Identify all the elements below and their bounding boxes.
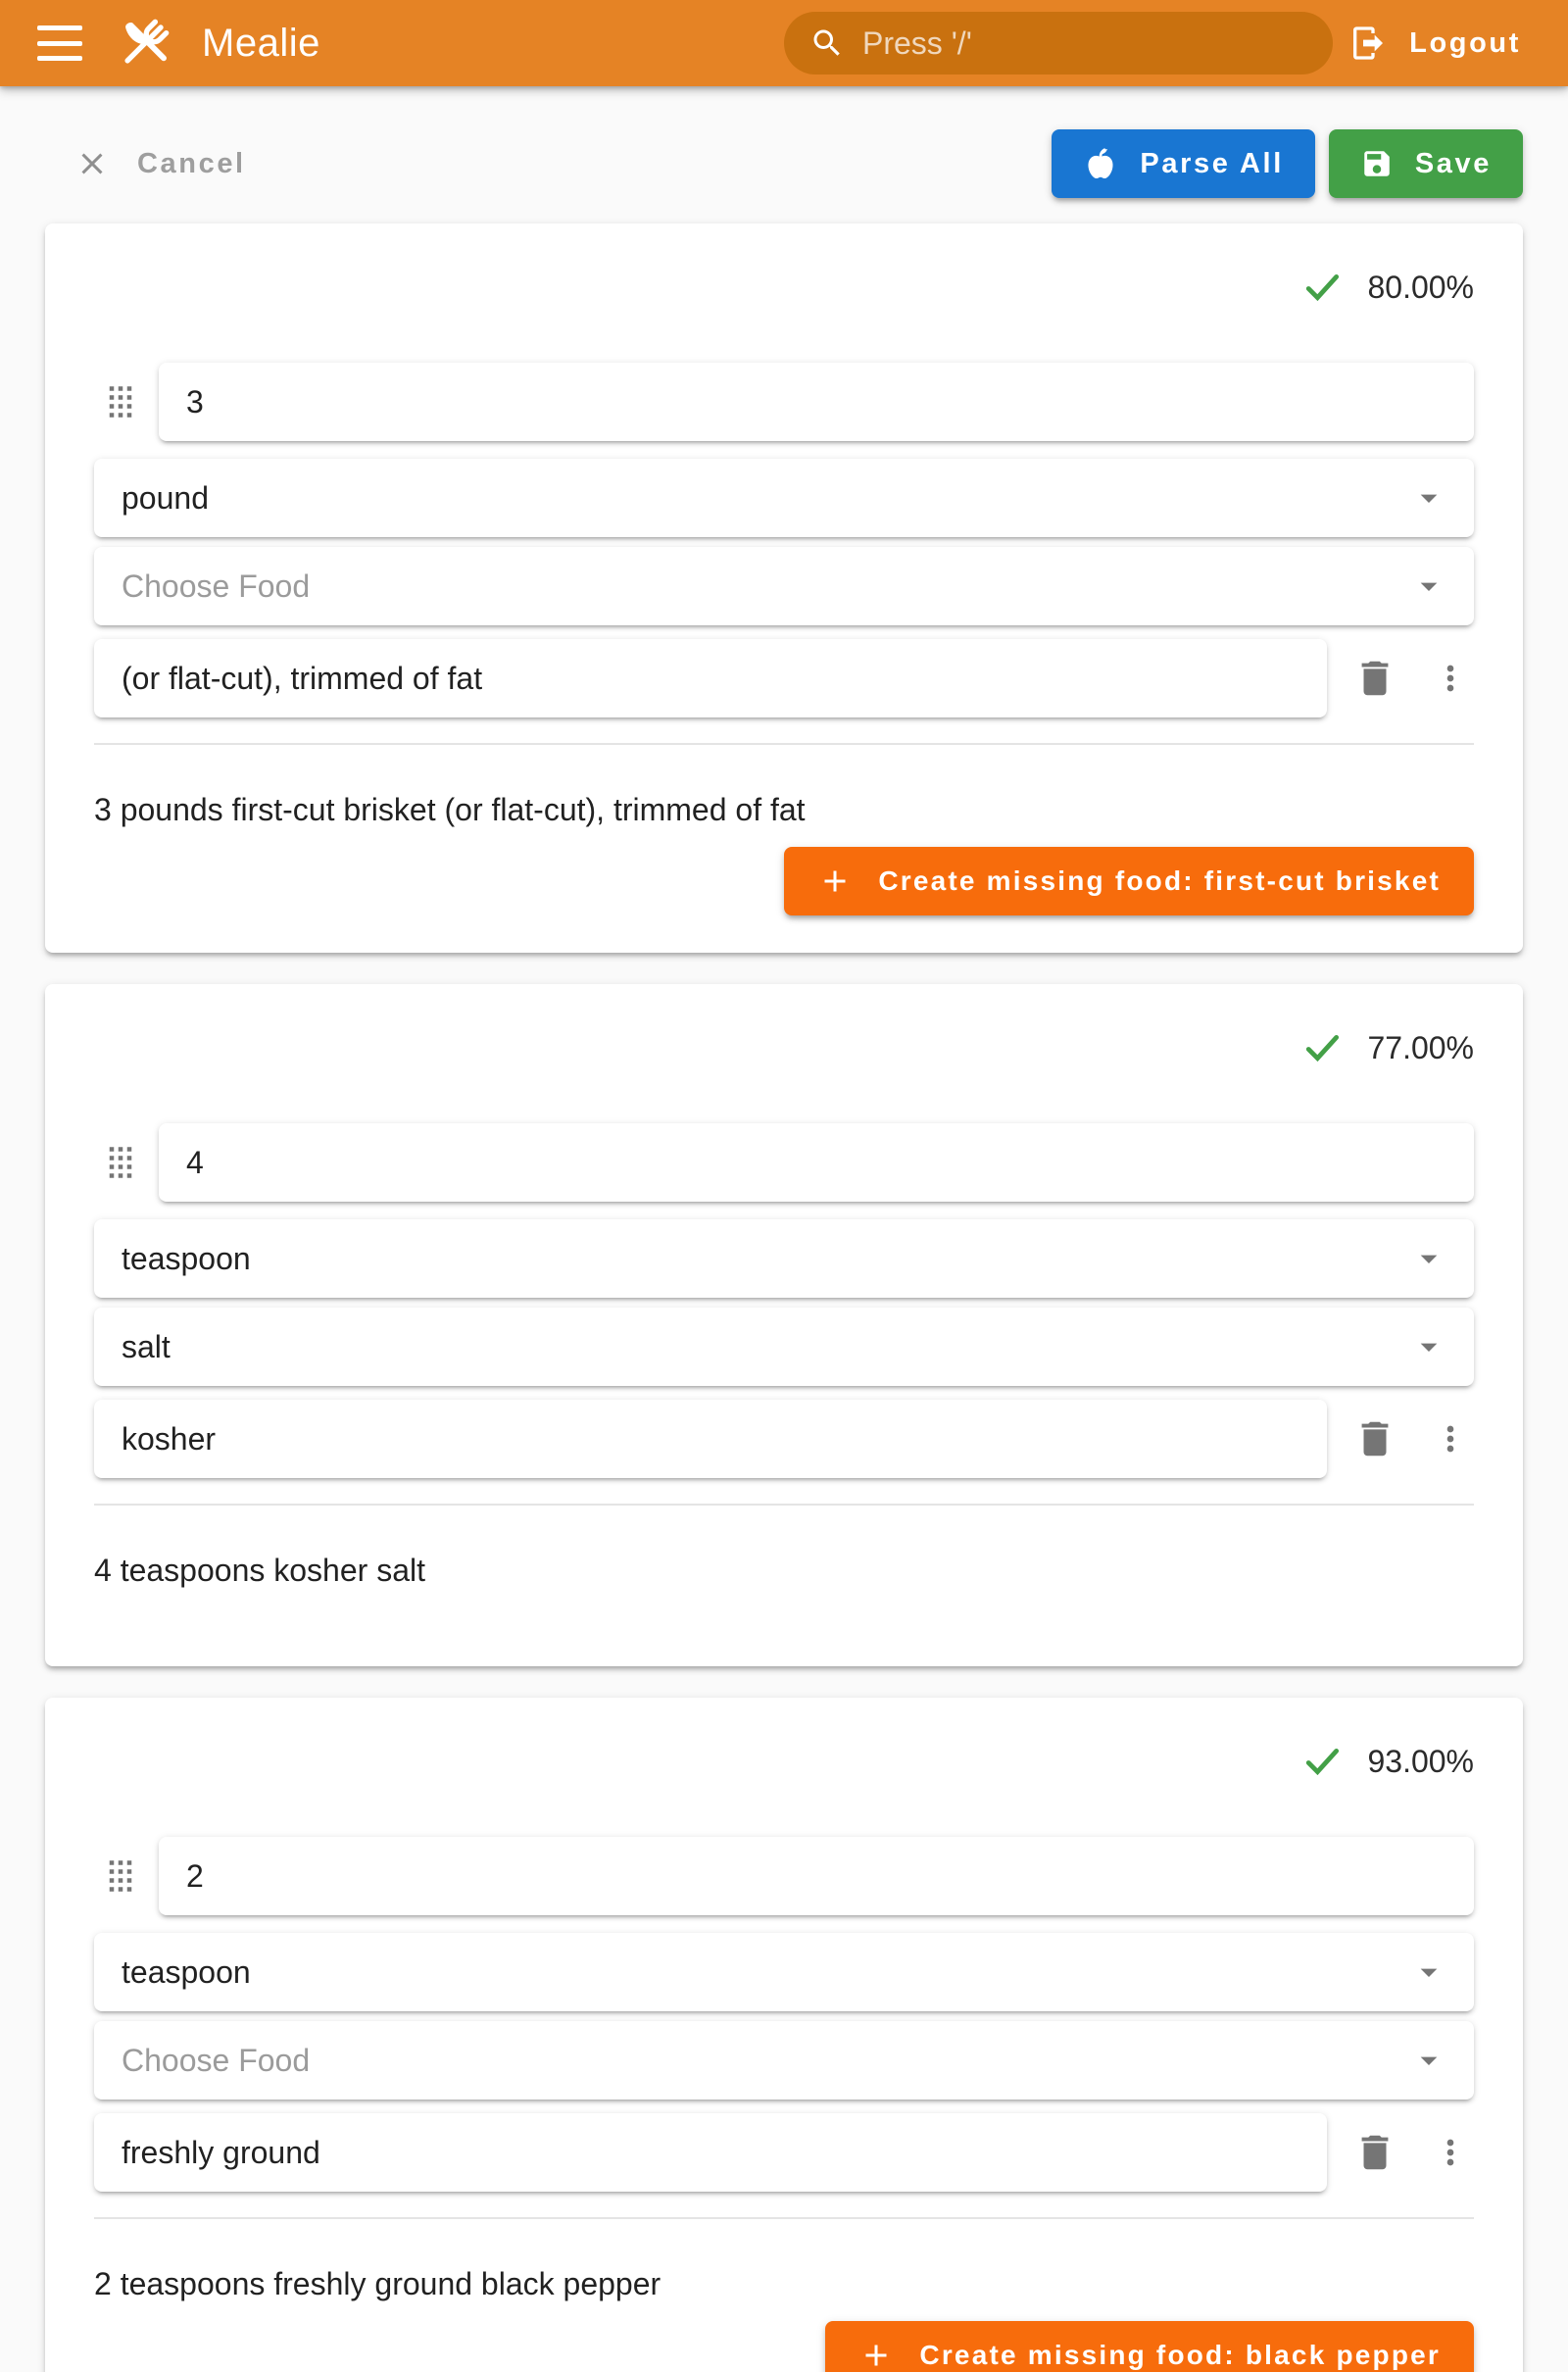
- confidence-value: 80.00%: [1367, 269, 1474, 305]
- create-missing-food-label: Create missing food: first-cut brisket: [878, 865, 1441, 896]
- quantity-input[interactable]: [159, 1123, 1474, 1202]
- food-select[interactable]: [94, 1308, 1474, 1386]
- close-icon: [74, 146, 110, 181]
- note-input[interactable]: [94, 1400, 1327, 1478]
- divider: [94, 1504, 1474, 1506]
- unit-select[interactable]: [94, 1219, 1474, 1298]
- ingredient-card: [45, 223, 1523, 953]
- unit-input[interactable]: [94, 1933, 1474, 2011]
- notes-row: [94, 639, 1474, 717]
- check-icon: [1300, 1740, 1344, 1783]
- confidence-value: 93.00%: [1367, 1743, 1474, 1779]
- cancel-label: Cancel: [137, 147, 246, 179]
- divider: [94, 2217, 1474, 2219]
- food-select[interactable]: [94, 2021, 1474, 2100]
- parse-all-label: Parse All: [1140, 147, 1284, 179]
- parse-all-button[interactable]: [1052, 129, 1314, 198]
- drag-handle-icon[interactable]: [94, 1850, 147, 1903]
- app-bar: [0, 0, 1568, 86]
- ingredient-card: [45, 984, 1523, 1666]
- unit-input[interactable]: [94, 459, 1474, 537]
- food-input[interactable]: [94, 1308, 1474, 1386]
- unit-input[interactable]: [94, 1219, 1474, 1298]
- food-input[interactable]: [94, 2021, 1474, 2100]
- divider: [94, 743, 1474, 745]
- more-options-button[interactable]: [1431, 1419, 1470, 1458]
- confidence-row: [94, 1741, 1474, 1782]
- note-input[interactable]: [94, 2113, 1327, 2192]
- apple-icon: [1083, 146, 1118, 181]
- search-bar[interactable]: [784, 12, 1333, 74]
- more-options-button[interactable]: [1431, 659, 1470, 698]
- trash-icon: [1352, 2130, 1397, 2175]
- original-ingredient-text: 3 pounds first-cut brisket (or flat-cut), trimmed of fat: [94, 792, 806, 827]
- check-icon: [1300, 266, 1344, 309]
- save-icon: [1360, 147, 1394, 180]
- original-ingredient-text: 4 teaspoons kosher salt: [94, 1553, 425, 1588]
- save-label: Save: [1414, 147, 1492, 179]
- quantity-row: [94, 1837, 1474, 1915]
- unit-select[interactable]: [94, 1933, 1474, 2011]
- missing-food-row: [94, 2321, 1474, 2372]
- drag-handle-icon[interactable]: [94, 375, 147, 428]
- create-missing-food-button[interactable]: [784, 847, 1474, 915]
- save-button[interactable]: [1329, 129, 1523, 198]
- food-input[interactable]: [94, 547, 1474, 625]
- note-input[interactable]: [94, 639, 1327, 717]
- plus-icon: [817, 864, 853, 899]
- kebab-menu-icon: [1431, 1419, 1470, 1458]
- delete-button[interactable]: [1352, 2130, 1397, 2175]
- trash-icon: [1352, 656, 1397, 701]
- unit-select[interactable]: [94, 459, 1474, 537]
- ingredient-card: [45, 1698, 1523, 2372]
- trash-icon: [1352, 1416, 1397, 1461]
- check-icon: [1300, 1026, 1344, 1069]
- search-input[interactable]: [862, 25, 1307, 62]
- kebab-menu-icon: [1431, 2133, 1470, 2172]
- search-icon: [809, 25, 845, 61]
- create-missing-food-button[interactable]: [825, 2321, 1474, 2372]
- menu-icon[interactable]: [37, 25, 82, 61]
- quantity-row: [94, 1123, 1474, 1202]
- app-title: Mealie: [202, 21, 320, 65]
- logout-icon: [1348, 24, 1388, 63]
- confidence-value: 77.00%: [1367, 1029, 1474, 1065]
- plus-icon: [858, 2338, 894, 2372]
- quantity-input[interactable]: [159, 1837, 1474, 1915]
- delete-button[interactable]: [1352, 656, 1397, 701]
- toolbar-actions: [1052, 129, 1523, 198]
- editor-toolbar: [45, 129, 1523, 198]
- main-content: [0, 129, 1568, 2372]
- notes-row: [94, 1400, 1474, 1478]
- food-select[interactable]: [94, 547, 1474, 625]
- cancel-button[interactable]: [74, 146, 246, 181]
- create-missing-food-label: Create missing food: black pepper: [919, 2340, 1441, 2370]
- confidence-row: [94, 267, 1474, 308]
- kebab-menu-icon: [1431, 659, 1470, 698]
- confidence-row: [94, 1027, 1474, 1068]
- mealie-logo-icon: [114, 12, 176, 74]
- original-ingredient-text: 2 teaspoons freshly ground black pepper: [94, 2266, 662, 2301]
- logout-button[interactable]: [1348, 0, 1521, 86]
- delete-button[interactable]: [1352, 1416, 1397, 1461]
- drag-handle-icon[interactable]: [94, 1136, 147, 1189]
- quantity-row: [94, 363, 1474, 441]
- notes-row: [94, 2113, 1474, 2192]
- logout-label: Logout: [1409, 26, 1521, 59]
- quantity-input[interactable]: [159, 363, 1474, 441]
- more-options-button[interactable]: [1431, 2133, 1470, 2172]
- missing-food-row: [94, 847, 1474, 915]
